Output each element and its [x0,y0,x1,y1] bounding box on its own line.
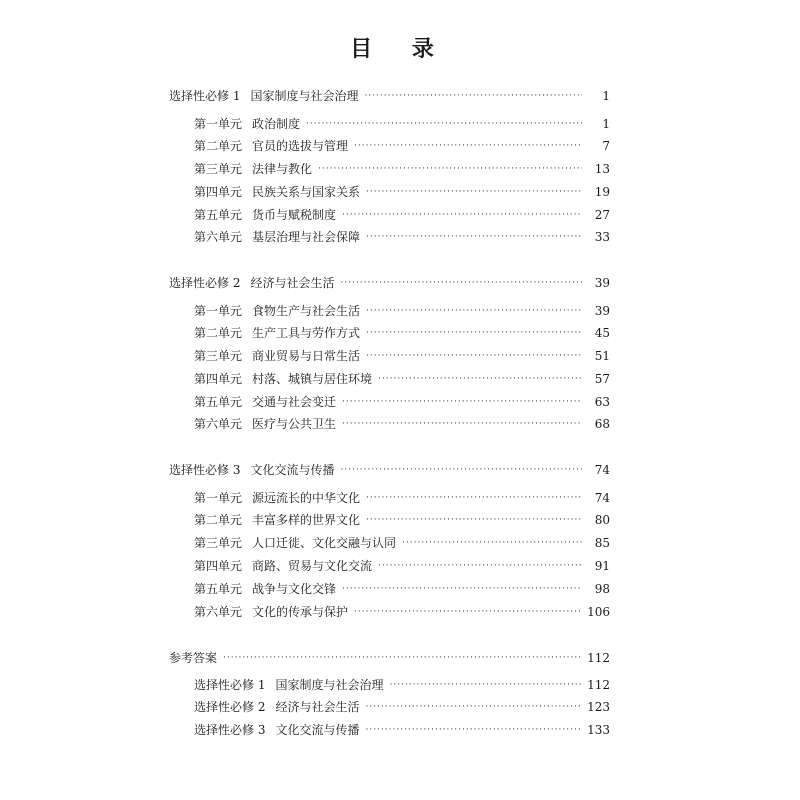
entry-name: 丰富多样的世界文化 [252,513,361,527]
page-number: 45 [594,326,610,340]
toc-entry[interactable] [194,557,610,575]
page-number: 74 [594,491,610,505]
page-title: 目 录 [350,37,450,62]
entry-name: 政治制度 [252,117,301,131]
dot-leader [318,160,582,178]
toc-entry[interactable] [194,137,610,155]
unit-label: 第三单元 [194,349,243,363]
section-label: 选择性必修 2 [194,700,266,714]
dot-leader [354,137,582,155]
toc-entry[interactable] [194,115,610,133]
entry-name: 经济与社会生活 [275,700,360,714]
dot-leader [223,649,581,667]
dot-leader [342,206,582,224]
entry-name: 食物生产与社会生活 [252,304,361,318]
page-number: 27 [594,208,610,222]
unit-label: 第一单元 [194,117,243,131]
entry-name: 战争与文化交锋 [252,582,337,596]
page-number: 133 [587,723,610,737]
unit-label: 第四单元 [194,372,243,386]
unit-label: 第五单元 [194,582,243,596]
toc-entry[interactable] [194,393,610,411]
entry-name: 官员的选拔与管理 [252,139,349,153]
entry-name: 货币与赋税制度 [252,208,337,222]
dot-leader [342,580,582,598]
toc-answers-heading[interactable] [169,649,610,667]
toc-answers-entry[interactable] [194,676,610,694]
unit-label: 第三单元 [194,536,243,550]
entry-name: 商业贸易与日常生活 [252,349,361,363]
section-label: 选择性必修 3 [194,723,266,737]
toc-entry[interactable] [194,415,610,433]
answers-label: 参考答案 [169,651,218,665]
toc-answers-entry[interactable] [194,721,610,739]
entry-name: 源远流长的中华文化 [252,491,361,505]
toc-entry[interactable] [194,347,610,365]
page-number: 13 [594,162,610,176]
page-number: 112 [587,651,610,665]
entry-name: 民族关系与国家关系 [252,185,361,199]
section-name: 国家制度与社会治理 [250,89,359,103]
toc-entry[interactable] [194,534,610,552]
entry-name: 法律与教化 [252,162,313,176]
dot-leader [365,721,581,739]
dot-leader [378,370,582,388]
dot-leader [365,698,581,716]
dot-leader [366,324,582,342]
page-number: 74 [594,463,610,477]
entry-name: 商路、贸易与文化交流 [252,559,373,573]
dot-leader [306,115,582,133]
page-number: 1 [602,117,610,131]
unit-label: 第六单元 [194,230,243,244]
page-number: 57 [594,372,610,386]
unit-label: 第二单元 [194,139,243,153]
toc-entry[interactable] [194,370,610,388]
dot-leader [366,347,582,365]
dot-leader [366,302,582,320]
page-number: 123 [587,700,610,714]
toc-entry[interactable] [194,580,610,598]
dot-leader [364,87,582,105]
toc-entry[interactable] [194,489,610,507]
dot-leader [402,534,582,552]
unit-label: 第六单元 [194,417,243,431]
page-number: 33 [594,230,610,244]
dot-leader [366,511,582,529]
toc-section-heading[interactable] [169,461,610,479]
entry-name: 国家制度与社会治理 [275,678,384,692]
page-number: 1 [602,89,610,103]
dot-leader [378,557,582,575]
unit-label: 第四单元 [194,185,243,199]
unit-label: 第一单元 [194,304,243,318]
section-label: 选择性必修 2 [169,276,241,290]
toc-entry[interactable] [194,302,610,320]
toc-entry[interactable] [194,603,610,621]
page-number: 68 [594,417,610,431]
entry-name: 生产工具与劳作方式 [252,326,361,340]
entry-name: 人口迁徙、文化交融与认同 [252,536,397,550]
page-number: 80 [594,513,610,527]
page-number: 91 [594,559,610,573]
page-number: 98 [594,582,610,596]
unit-label: 第一单元 [194,491,243,505]
toc-entry[interactable] [194,511,610,529]
dot-leader [366,228,582,246]
section-name: 经济与社会生活 [250,276,335,290]
entry-name: 基层治理与社会保障 [252,230,361,244]
dot-leader [366,489,582,507]
dot-leader [342,415,582,433]
toc-answers-entry[interactable] [194,698,610,716]
unit-label: 第二单元 [194,326,243,340]
page-number: 19 [594,185,610,199]
toc-entry[interactable] [194,228,610,246]
page-number: 39 [594,276,610,290]
unit-label: 第三单元 [194,162,243,176]
unit-label: 第二单元 [194,513,243,527]
unit-label: 第六单元 [194,605,243,619]
section-label: 选择性必修 1 [169,89,241,103]
toc-entry[interactable] [194,160,610,178]
page-number: 7 [602,139,610,153]
unit-label: 第五单元 [194,208,243,222]
unit-label: 第四单元 [194,559,243,573]
dot-leader [389,676,581,694]
page-number: 51 [594,349,610,363]
entry-name: 文化的传承与保护 [252,605,349,619]
toc-entry[interactable] [194,206,610,224]
page-number: 106 [587,605,610,619]
toc-section-heading[interactable] [169,87,610,105]
entry-name: 文化交流与传播 [275,723,360,737]
toc-section-heading[interactable] [169,274,610,292]
toc-entry[interactable] [194,324,610,342]
section-label: 选择性必修 1 [194,678,266,692]
dot-leader [340,274,582,292]
toc-entry[interactable] [194,183,610,201]
section-label: 选择性必修 3 [169,463,241,477]
page-number: 85 [594,536,610,550]
entry-name: 交通与社会变迁 [252,395,337,409]
unit-label: 第五单元 [194,395,243,409]
dot-leader [342,393,582,411]
page-number: 112 [587,678,610,692]
dot-leader [354,603,581,621]
entry-name: 村落、城镇与居住环境 [252,372,373,386]
dot-leader [340,461,582,479]
entry-name: 医疗与公共卫生 [252,417,337,431]
page-number: 63 [594,395,610,409]
page-number: 39 [594,304,610,318]
dot-leader [366,183,582,201]
section-name: 文化交流与传播 [250,463,335,477]
